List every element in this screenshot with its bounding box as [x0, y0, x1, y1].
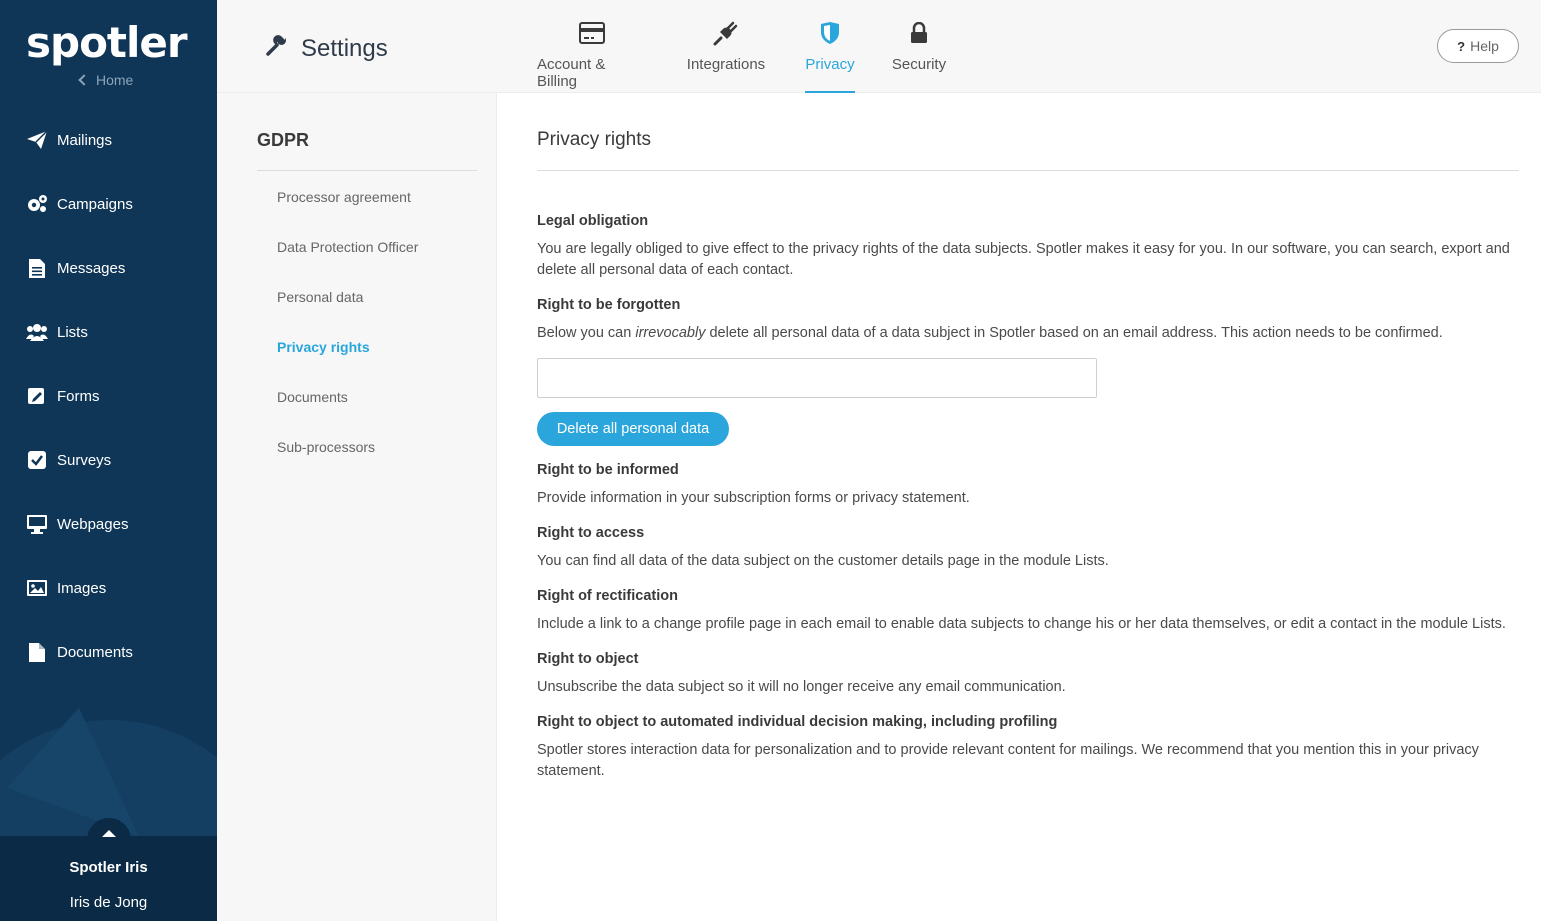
right-to-object-text: Unsubscribe the data subject so it will no longer receive any email communication. [537, 679, 1066, 695]
tab-account-billing[interactable] [537, 0, 647, 93]
checkbox-icon [26, 449, 48, 471]
sidebar-item-mailings[interactable] [0, 108, 217, 172]
right-to-be-informed-heading: Right to be informed [537, 462, 679, 478]
page-title [265, 33, 388, 64]
gears-icon [26, 193, 48, 215]
sidebar-item-lists[interactable] [0, 300, 217, 364]
sidebar-item-label: Mailings [57, 131, 113, 149]
user-panel-toggle[interactable] [87, 818, 131, 862]
tab-security[interactable] [891, 0, 947, 93]
subnav-item-personal-data[interactable]: Personal data [277, 289, 364, 305]
sidebar-item-forms[interactable] [0, 364, 217, 428]
sidebar-item-label: Documents [57, 643, 133, 661]
main-nav [0, 108, 217, 684]
image-icon [26, 577, 48, 599]
sidebar-item-label: Surveys [57, 451, 112, 469]
text-part: delete all personal data of a data subject in Spotler based on an email address. This action needs to be confirmed. [705, 325, 1443, 341]
shield-icon [819, 20, 841, 46]
legal-obligation-text: You are legally obliged to give effect to the privacy rights of the data subjects. Spotler makes it easy for you. In our software, you can search, export and delete all personal data of each contact. [537, 241, 1510, 278]
sidebar [0, 0, 217, 921]
user-organization: Spotler Iris [69, 859, 148, 876]
sidebar-item-label: Webpages [57, 515, 129, 533]
right-to-access-heading: Right to access [537, 525, 645, 541]
chevron-up-icon [102, 830, 116, 837]
sidebar-item-webpages[interactable] [0, 492, 217, 556]
plug-icon [713, 20, 739, 46]
section-divider [537, 170, 1519, 171]
subnav-item-data-protection-officer[interactable]: Data Protection Officer [277, 239, 419, 255]
users-icon [26, 321, 48, 343]
right-to-be-forgotten-text [537, 323, 1519, 344]
paper-plane-icon [26, 129, 48, 151]
sidebar-item-documents[interactable] [0, 620, 217, 684]
wrench-icon [265, 33, 289, 64]
lock-icon [910, 20, 928, 46]
right-to-access-text: You can find all data of the data subject on the customer details page in the module Lists. [537, 553, 1109, 569]
right-to-be-forgotten-heading: Right to be forgotten [537, 297, 681, 313]
gdpr-subnav [217, 93, 497, 921]
delete-all-personal-data-button[interactable]: Delete all personal data [537, 412, 729, 446]
section-title: Privacy rights [537, 129, 652, 150]
settings-header [217, 0, 1541, 93]
document-icon [26, 257, 48, 279]
sidebar-item-campaigns[interactable] [0, 172, 217, 236]
right-to-be-informed-text: Provide information in your subscription forms or privacy statement. [537, 490, 970, 506]
sidebar-item-surveys[interactable] [0, 428, 217, 492]
email-address-input[interactable] [537, 358, 1097, 398]
text-emphasis: irrevocably [635, 325, 706, 341]
spotler-logo[interactable]: spotler [26, 18, 187, 67]
sidebar-item-messages[interactable] [0, 236, 217, 300]
help-button[interactable] [1437, 29, 1519, 63]
page-title-text: Settings [301, 34, 388, 62]
tab-label: Security [891, 56, 947, 73]
sidebar-item-label: Images [57, 579, 107, 597]
subnav-item-processor-agreement[interactable]: Processor agreement [277, 189, 411, 205]
right-to-object-automated-text: Spotler stores interaction data for personalization and to provide relevant content for mailings. We recommend that you mention this in your privacy statement. [537, 742, 1479, 779]
home-link-label: Home [96, 72, 134, 88]
sidebar-item-label: Campaigns [57, 195, 133, 213]
question-mark-icon: ? [1457, 38, 1466, 54]
text-part: Below you can [537, 325, 636, 341]
tab-label: Privacy [805, 56, 855, 73]
right-to-object-automated-heading: Right to object to automated individual decision making, including profiling [537, 714, 1058, 730]
file-icon [26, 641, 48, 663]
subnav-divider [257, 170, 477, 171]
right-of-rectification-heading: Right of rectification [537, 588, 678, 604]
subnav-item-privacy-rights[interactable]: Privacy rights [277, 339, 370, 355]
tab-integrations[interactable] [683, 0, 769, 93]
subnav-item-sub-processors[interactable]: Sub-processors [277, 439, 376, 455]
credit-card-icon [579, 20, 605, 46]
legal-obligation-heading: Legal obligation [537, 213, 649, 229]
subnav-title: GDPR [257, 130, 310, 150]
tab-privacy[interactable] [805, 0, 855, 93]
sidebar-item-label: Forms [57, 387, 100, 405]
right-of-rectification-text: Include a link to a change profile page in each email to enable data subjects to change his or her data themselves, or edit a contact in the module Lists. [537, 616, 1506, 632]
tab-label: Account & Billing [537, 56, 606, 90]
help-button-label: Help [1470, 38, 1499, 54]
sidebar-item-label: Lists [57, 323, 88, 341]
home-link[interactable] [80, 72, 133, 88]
sidebar-item-label: Messages [57, 259, 126, 277]
subnav-item-documents[interactable]: Documents [277, 389, 348, 405]
right-to-object-heading: Right to object [537, 651, 639, 667]
monitor-icon [26, 513, 48, 535]
sidebar-item-images[interactable] [0, 556, 217, 620]
user-name[interactable]: Iris de Jong [69, 894, 148, 911]
edit-icon [26, 385, 48, 407]
tab-label: Integrations [686, 56, 766, 73]
chevron-left-icon [78, 74, 89, 85]
